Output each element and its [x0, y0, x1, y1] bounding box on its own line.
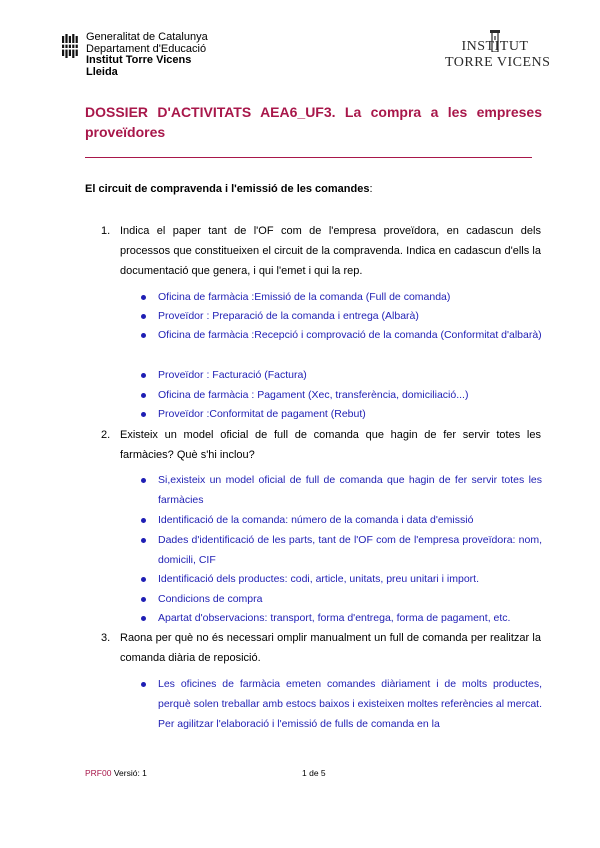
answer-item [141, 589, 542, 609]
answer-text: Oficina de farmàcia :Emissió de la comanda (Full de comanda) [158, 291, 451, 303]
bullet-icon [141, 333, 146, 338]
answer-text: Condicions de compra [158, 593, 263, 605]
footer-page-number: 1 de 5 [302, 768, 326, 778]
answer-item [141, 530, 542, 570]
answer-text: Dades d'identificació de les parts, tant de l'OF com de l'empresa proveïdora: nom, domicili, CIF [158, 534, 542, 566]
logo-line-2: TORRE VICENS [445, 55, 551, 70]
question-number: 1. [101, 225, 111, 237]
logo-line-1: INSTITUT [461, 39, 529, 54]
bullet-icon [141, 597, 146, 602]
bullet-icon [141, 538, 146, 543]
question-text: Existeix un model oficial de full de comanda que hagin de fer servir totes les farmàcies? Què s'hi inclou? [120, 429, 541, 461]
answer-item [141, 365, 542, 385]
question-number: 2. [101, 429, 111, 441]
bullet-icon [141, 518, 146, 523]
org-line-4: Lleida [86, 65, 118, 78]
question-text: Indica el paper tant de l'OF com de l'empresa proveïdora, en cadascun dels processos que constitueixen el circuit de la compravenda. Indica en cadascun d'ells la documentació que genera, i qui l'emet i qui la rep. [120, 225, 541, 277]
answer-text: Proveïdor :Conformitat de pagament (Rebut) [158, 408, 366, 420]
tower-icon [488, 30, 502, 52]
bullet-icon [141, 682, 146, 687]
title-divider [85, 157, 532, 158]
answer-item [141, 510, 542, 530]
answer-item [141, 608, 542, 628]
answer-text: Oficina de farmàcia : Pagament (Xec, transferència, domiciliació...) [158, 389, 469, 401]
answer-text: Les oficines de farmàcia emeten comandes diàriament i de molts productes, perquè solen treballar amb estocs baixos i existeixen moltes referències al mercat. Per agilitzar l'elaboració i l'emissió de fulls de comanda en la [158, 678, 543, 730]
question-2 [101, 425, 541, 465]
section-heading-text: El circuit de compravenda i l'emissió de les comandes [85, 183, 370, 195]
answer-text: Si,existeix un model oficial de full de comanda que hagin de fer servir totes les farmàcies [158, 474, 542, 506]
organization-block [86, 32, 208, 78]
bullet-icon [141, 616, 146, 621]
question-3 [101, 628, 541, 668]
org-line-1: Generalitat de Catalunya [86, 31, 208, 43]
answer-item [141, 569, 542, 589]
bullet-icon [141, 412, 146, 417]
answer-item [141, 306, 542, 326]
answer-text: Identificació de la comanda: número de la comanda i data d'emissió [158, 514, 474, 526]
answer-text: Oficina de farmàcia :Recepció i comprovació de la comanda (Conformitat d'albarà) [158, 329, 542, 341]
bullet-icon [141, 373, 146, 378]
footer-version-text: Versió: 1 [111, 768, 147, 778]
answer-item [141, 287, 542, 307]
section-heading-suffix: : [369, 183, 373, 195]
answer-item [141, 385, 542, 405]
section-heading [85, 183, 373, 195]
footer-version [85, 768, 147, 778]
answer-text: Proveïdor : Preparació de la comanda i entrega (Albarà) [158, 310, 419, 322]
bullet-icon [141, 314, 146, 319]
bullet-icon [141, 478, 146, 483]
bullet-icon [141, 577, 146, 582]
answer-item [141, 470, 542, 510]
answer-text: Apartat d'observacions: transport, forma d'entrega, forma de pagament, etc. [158, 612, 511, 624]
bullet-icon [141, 295, 146, 300]
answer-text: Proveïdor : Facturació (Factura) [158, 369, 307, 381]
answer-item [141, 674, 542, 734]
footer-code: PRF00 [85, 768, 112, 778]
answer-text: Identificació dels productes: codi, article, unitats, preu unitari i import. [158, 573, 479, 585]
bullet-icon [141, 393, 146, 398]
question-number: 3. [101, 632, 111, 644]
question-1 [101, 221, 541, 281]
generalitat-logo [62, 34, 80, 58]
answer-item [141, 404, 542, 424]
answer-item [141, 325, 542, 345]
org-line-2: Departament d'Educació [86, 42, 207, 55]
document-title: DOSSIER D'ACTIVITATS AEA6_UF3. La compra a les empreses proveïdores [85, 104, 542, 140]
question-text: Raona per què no és necessari omplir manualment un full de comanda per realitzar la comanda diària de reposició. [120, 632, 541, 664]
org-line-3: Institut Torre Vicens [86, 54, 192, 66]
